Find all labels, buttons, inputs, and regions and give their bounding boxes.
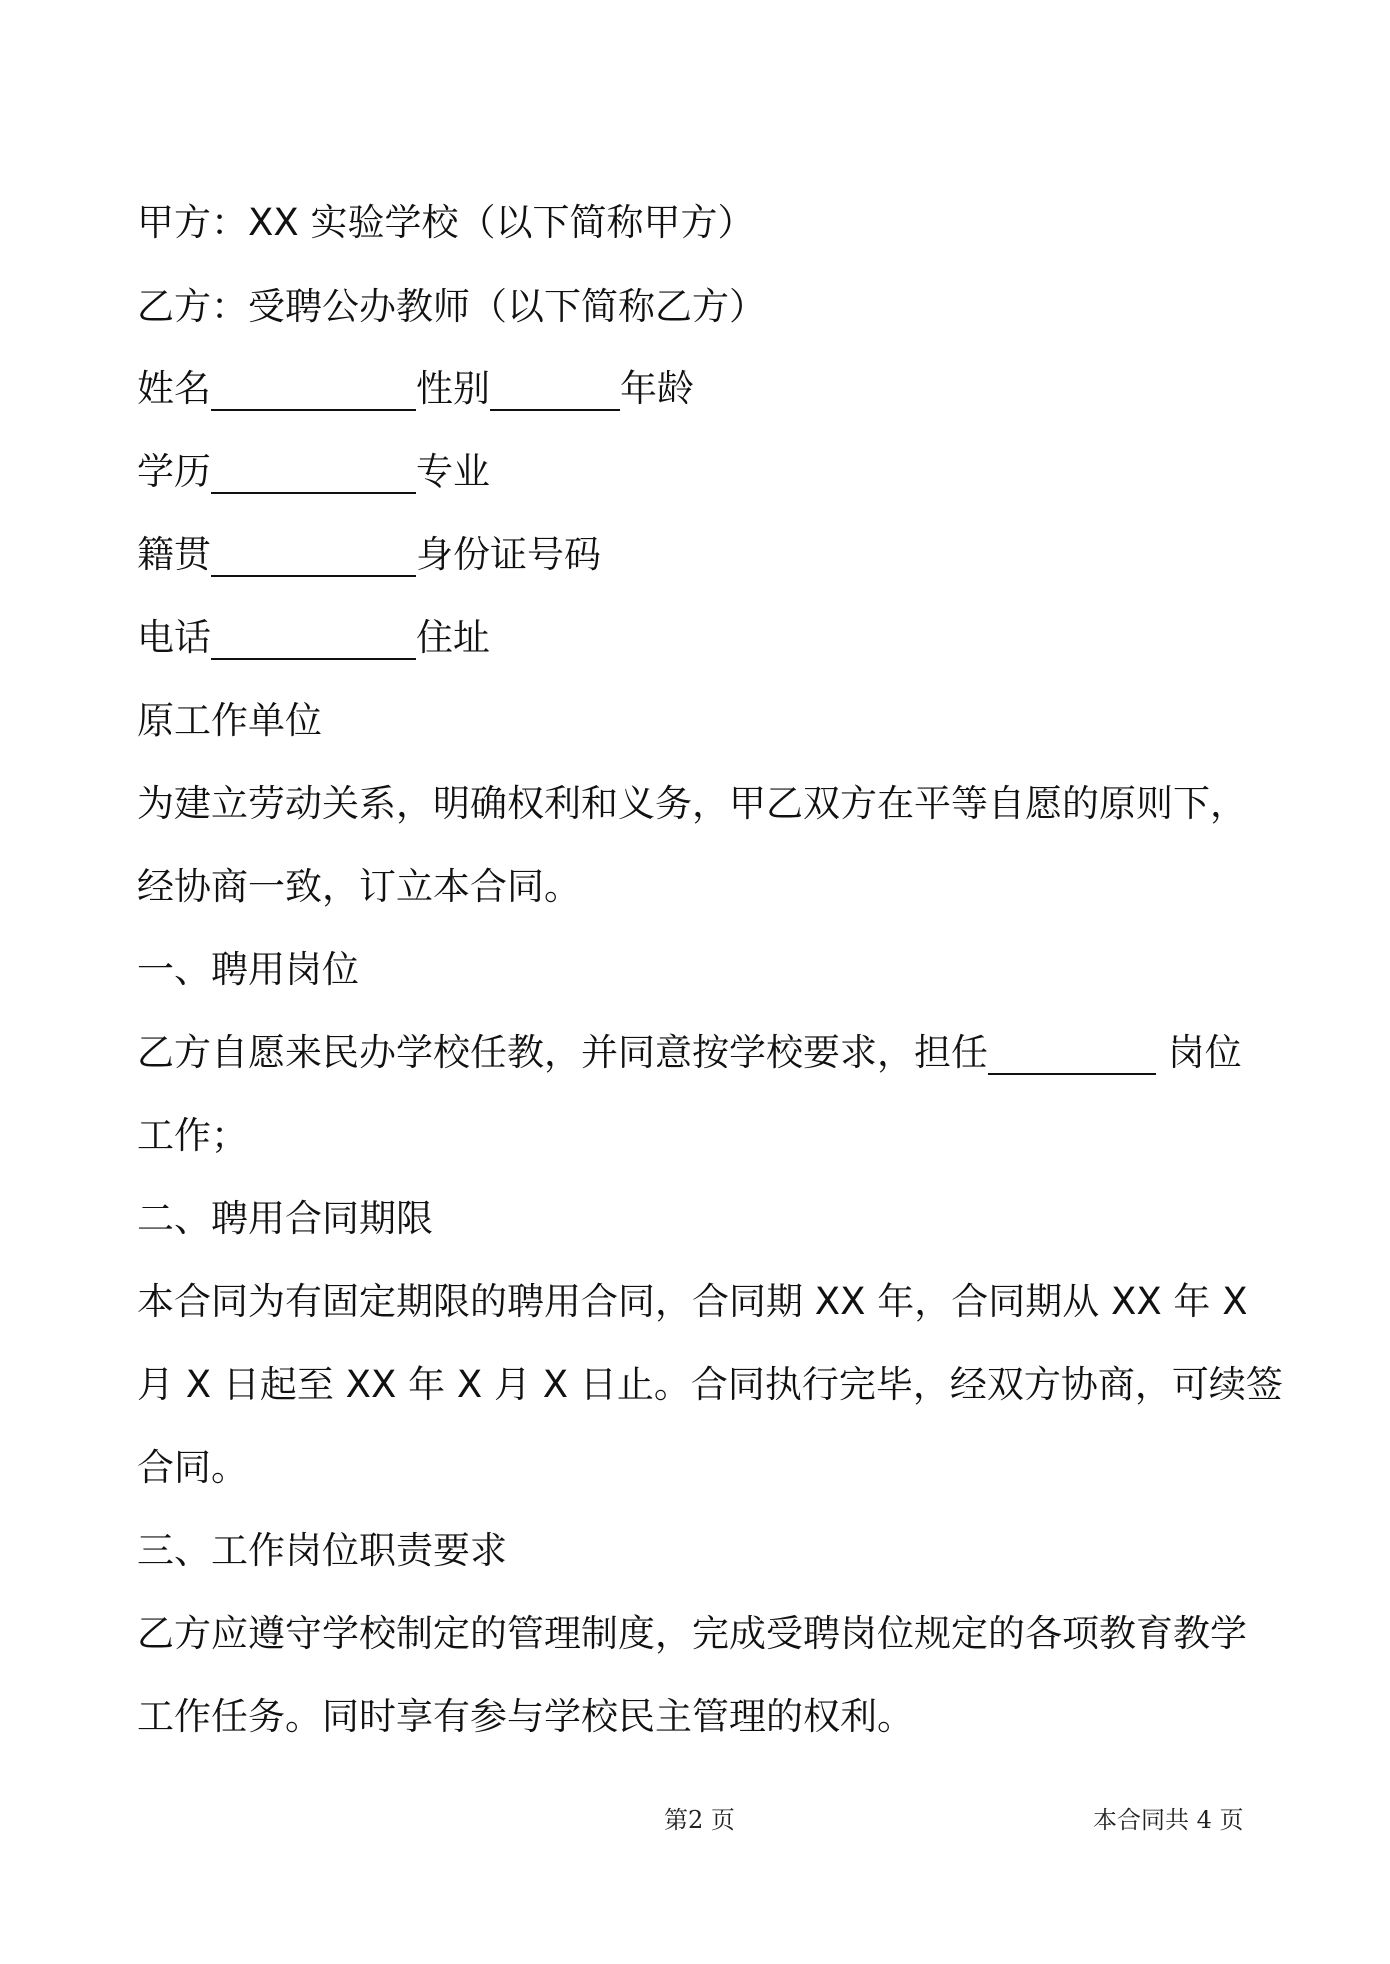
education-major-row — [137, 447, 490, 497]
gender-label: 性别 — [416, 367, 490, 410]
major-label: 专业 — [416, 450, 490, 493]
section-2-heading: 二、聘用合同期限 — [137, 1197, 433, 1240]
phone-address-row — [137, 613, 490, 663]
id-number-label: 身份证号码 — [416, 533, 601, 576]
section-1-heading: 一、聘用岗位 — [137, 948, 359, 991]
phone-label: 电话 — [137, 616, 211, 659]
section-3-line-1: 乙方应遵守学校制定的管理制度，完成受聘岗位规定的各项教育教学 — [137, 1612, 1247, 1655]
native-place-label: 籍贯 — [137, 533, 211, 576]
native-place-id-row — [137, 530, 601, 580]
section-1-line-2: 工作； — [137, 1114, 248, 1157]
section-2-line-2: 月 X 日起至 XX 年 X 月 X 日止。合同执行完毕，经双方协商，可续签 — [137, 1363, 1283, 1406]
section-1-text-before: 乙方自愿来民办学校任教，并同意按学校要求，担任 — [137, 1031, 988, 1074]
section-3-line-2: 工作任务。同时享有参与学校民主管理的权利。 — [137, 1695, 914, 1738]
party-b-line: 乙方：受聘公办教师（以下简称乙方） — [137, 285, 766, 328]
party-a-line: 甲方：XX 实验学校（以下简称甲方） — [137, 201, 755, 244]
name-label: 姓名 — [137, 367, 211, 410]
gender-blank[interactable] — [490, 371, 620, 411]
section-2-line-3: 合同。 — [137, 1446, 248, 1489]
phone-blank[interactable] — [211, 620, 416, 660]
intro-line-2: 经协商一致，订立本合同。 — [137, 865, 581, 908]
section-1-line-1 — [137, 1028, 1242, 1078]
section-1-text-after: 岗位 — [1167, 1031, 1242, 1074]
education-blank[interactable] — [211, 454, 416, 494]
education-label: 学历 — [137, 450, 211, 493]
address-label: 住址 — [416, 616, 490, 659]
native-place-blank[interactable] — [211, 537, 416, 577]
section-2-line-1: 本合同为有固定期限的聘用合同，合同期 XX 年，合同期从 XX 年 X — [137, 1280, 1248, 1323]
name-blank[interactable] — [211, 371, 416, 411]
intro-line-1: 为建立劳动关系，明确权利和义务，甲乙双方在平等自愿的原则下， — [137, 782, 1247, 825]
age-label: 年龄 — [620, 367, 694, 410]
page-total: 本合同共 4 页 — [1093, 1806, 1244, 1834]
original-employer-label: 原工作单位 — [137, 699, 322, 742]
page-number: 第2 页 — [664, 1806, 735, 1834]
name-gender-age-row — [137, 364, 694, 414]
section-3-heading: 三、工作岗位职责要求 — [137, 1529, 507, 1572]
position-blank[interactable] — [988, 1035, 1156, 1075]
